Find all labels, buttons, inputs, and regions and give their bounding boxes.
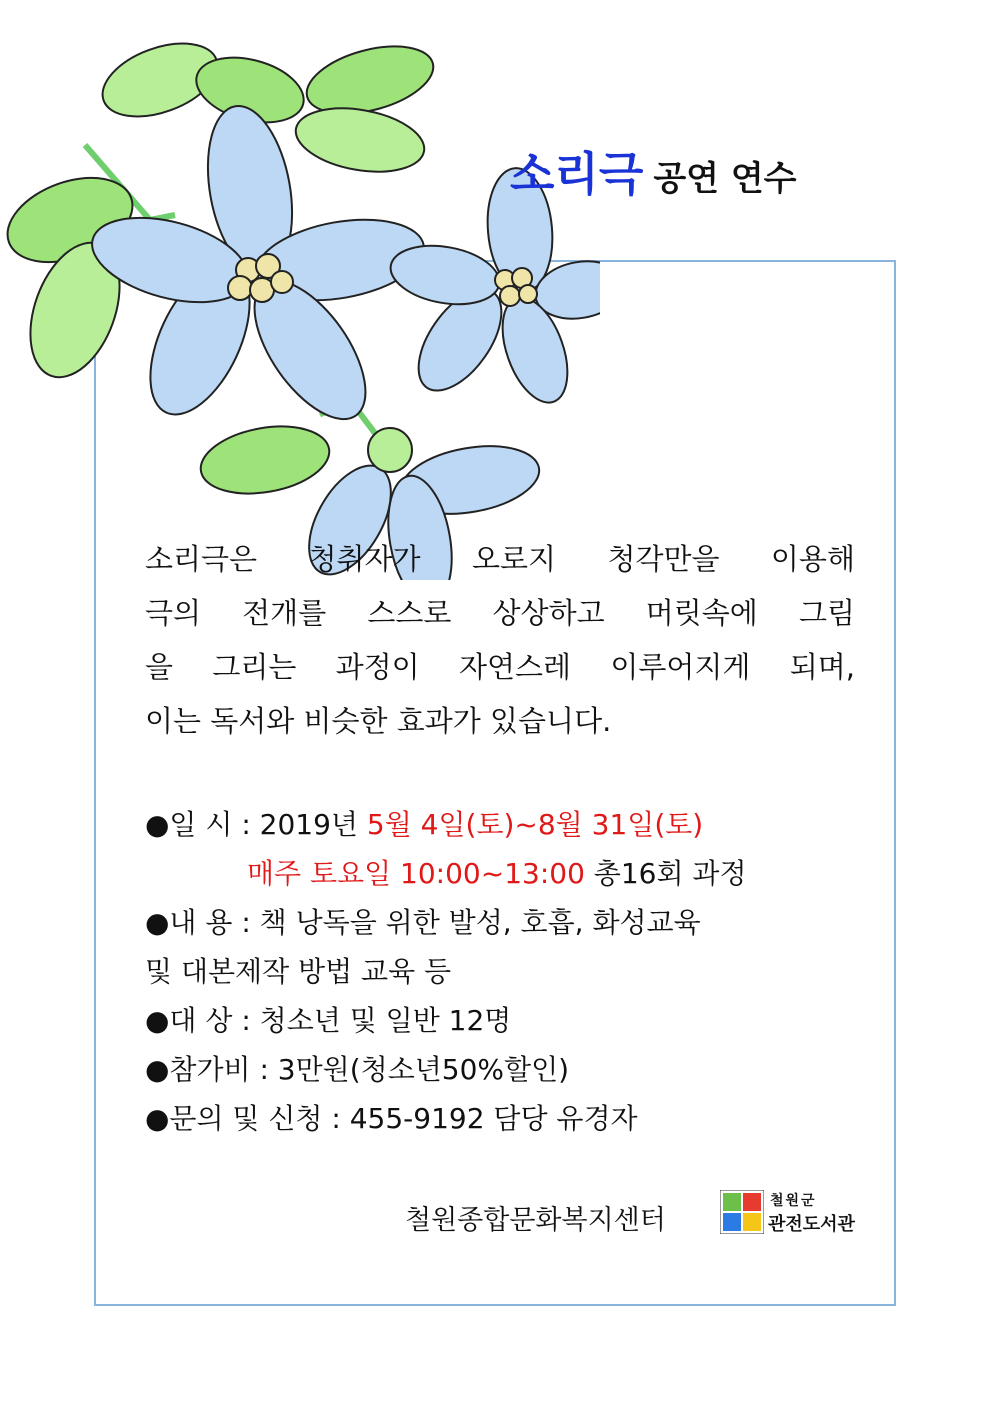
target-row: ●대 상 : 청소년 및 일반 12명 [145, 1004, 512, 1037]
intro-word: 스스로 [367, 596, 452, 630]
schedule-time: 매주 토요일 10:00~13:00 [247, 857, 585, 890]
schedule-time-row [145, 849, 857, 898]
fee-row: ●참가비 : 3만원(청소년50%할인) [145, 1053, 570, 1086]
intro-word: 이루어지게 [610, 650, 751, 684]
schedule-total: 총16회 과정 [584, 857, 747, 890]
intro-word: 극의 [145, 596, 202, 630]
intro-line [145, 532, 855, 586]
intro-word: 자연스레 [459, 650, 572, 684]
content-row-continued: 및 대본제작 방법 교육 등 [145, 955, 452, 988]
intro-word: 오로지 [471, 542, 557, 576]
title-sub: 공연 연수 [653, 159, 797, 199]
intro-paragraph [145, 532, 855, 748]
intro-line [145, 640, 855, 694]
intro-word: 상상하고 [492, 596, 605, 630]
intro-line: 이는 독서와 비슷한 효과가 있습니다. [145, 704, 612, 738]
schedule-year: 2019년 [259, 808, 367, 841]
intro-word: 청취자가 [308, 542, 421, 576]
intro-word: 머릿속에 [645, 596, 758, 630]
intro-word: 소리극은 [145, 542, 258, 576]
schedule-dates: 5월 4일(토)~8월 31일(토) [366, 808, 704, 841]
logo-line-1: 철원군 [770, 1193, 817, 1209]
logo-line-2: 관전도서관 [768, 1214, 855, 1235]
intro-word: 과정이 [335, 650, 420, 684]
intro-word: 전개를 [242, 596, 327, 630]
intro-word: 그림 [798, 596, 855, 630]
title-main: 소리극 [510, 147, 644, 201]
event-details [145, 800, 857, 1143]
intro-word: 을 [145, 650, 174, 684]
organizer-name: 철원종합문화복지센터 [405, 1205, 666, 1236]
content-row: ●내 용 : 책 낭독을 위한 발성, 호흡, 화성교육 [145, 906, 701, 939]
contact-row: ●문의 및 신청 : 455-9192 담당 유경자 [145, 1102, 638, 1135]
schedule-row [145, 800, 857, 849]
intro-word: 그리는 [212, 650, 297, 684]
intro-word: 청각만을 [607, 542, 720, 576]
intro-line [145, 586, 855, 640]
intro-word: 되며, [789, 650, 855, 684]
library-logo [720, 1190, 860, 1236]
page-title [510, 138, 797, 204]
schedule-label: ●일 시 : [145, 808, 260, 841]
intro-word: 이용해 [770, 542, 855, 576]
library-logo-icon [720, 1190, 764, 1234]
flower-illustration [0, 20, 600, 580]
